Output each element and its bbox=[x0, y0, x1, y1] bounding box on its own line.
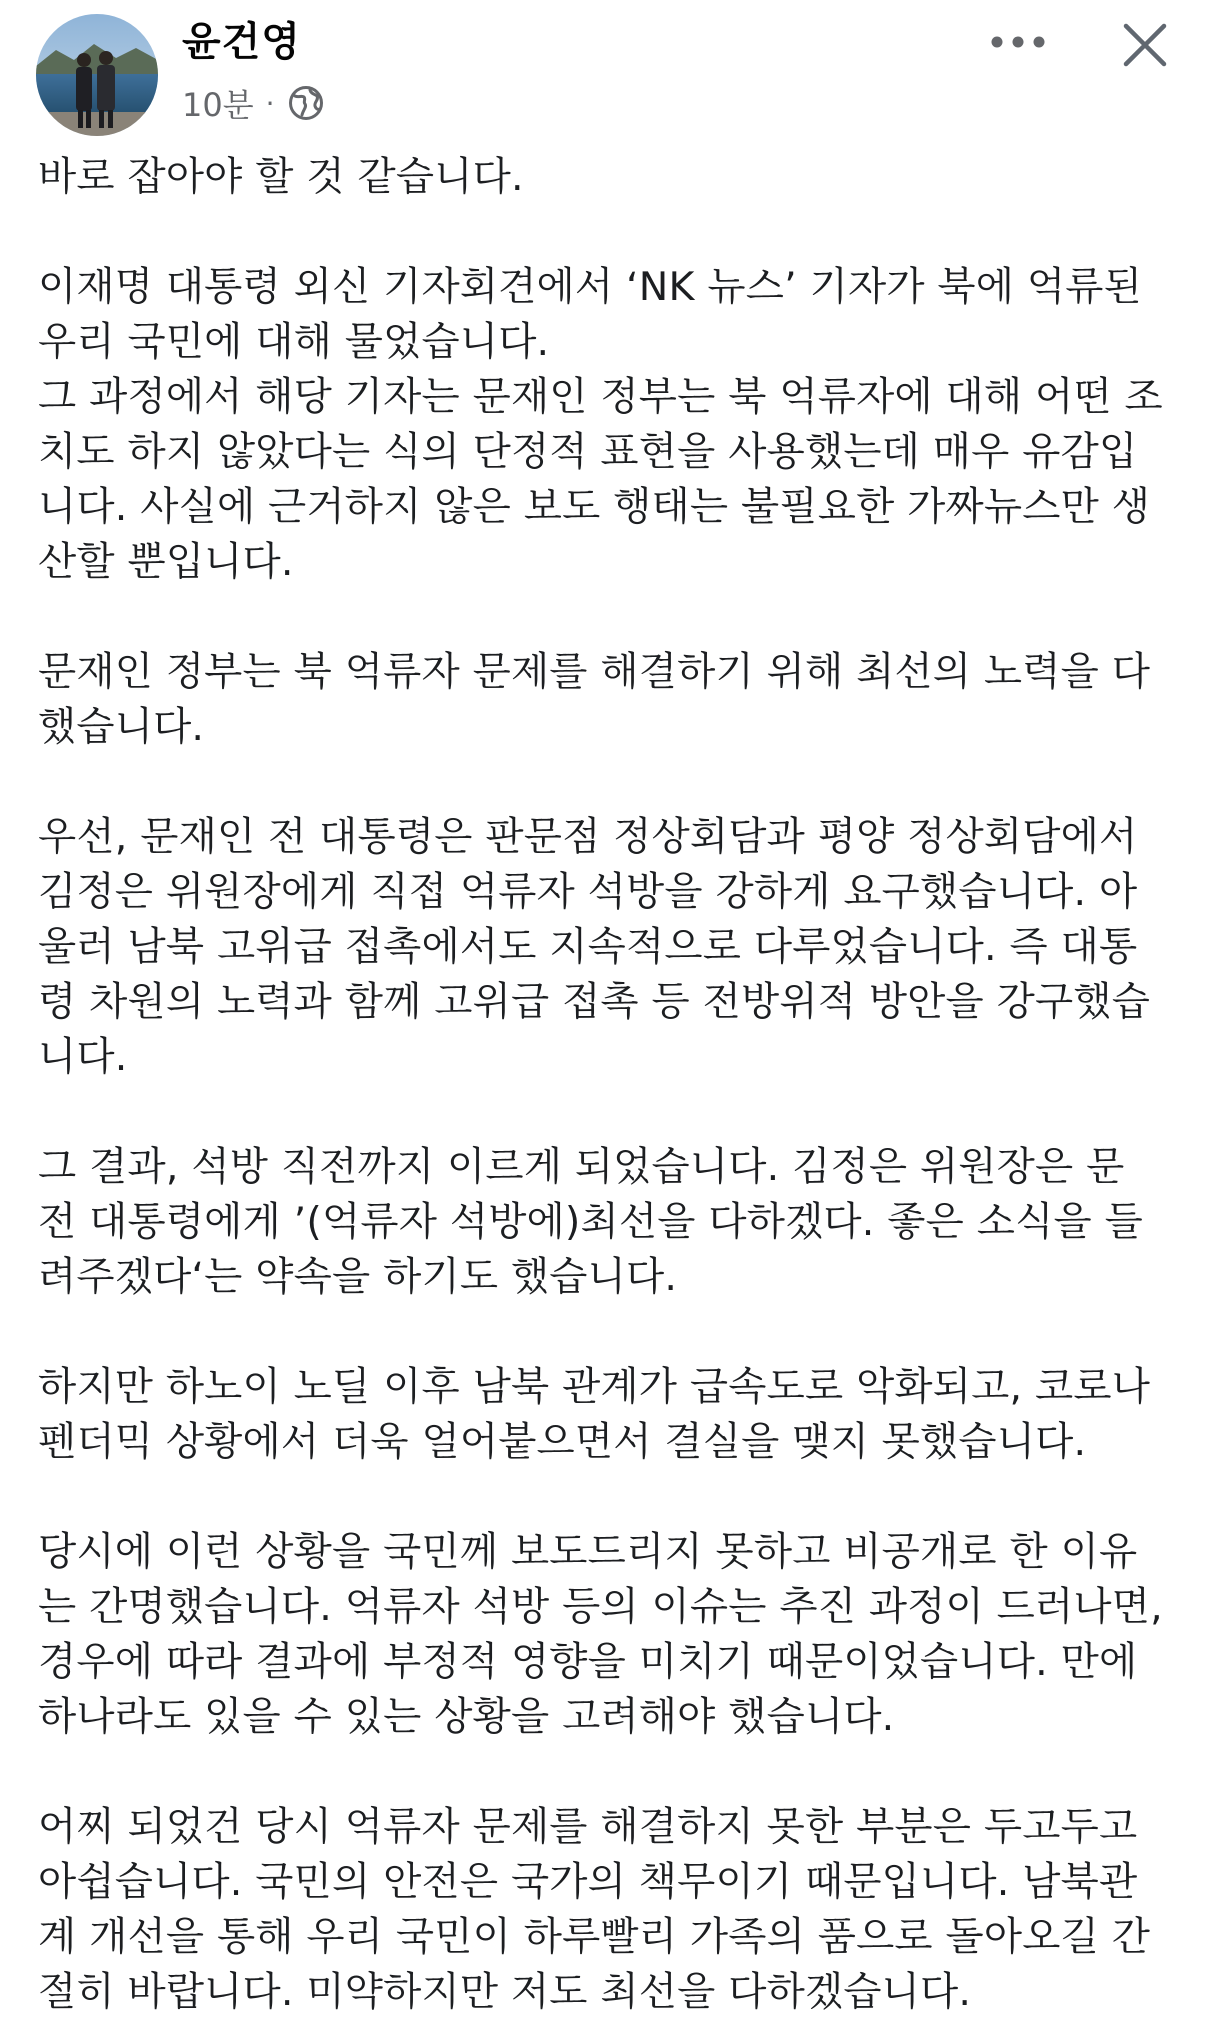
post-paragraph: 이재명 대통령 외신 기자회견에서 ‘NK 뉴스’ 기자가 북에 억류된 우리 국민에 대해 물었습니다. 그 과정에서 해당 기자는 문재인 정부는 북 억류자에 대해 어떤 조 치도 하지 않았다는 식의 단정적 표현을 사용했는데 매우 유감입 니다. 사실에 근거하지 않은 보도 행태는 불필요한 가짜뉴스만 생 산할 뿐입니다. bbox=[38, 264, 1163, 585]
avatar[interactable] bbox=[36, 14, 158, 136]
post-paragraph: 우선, 문재인 전 대통령은 판문점 정상회담과 평양 정상회담에서 김정은 위원장에게 직접 억류자 석방을 강하게 요구했습니다. 아 울러 남북 고위급 접촉에서도 지속적으로 다루었습니다. 즉 대통 령 차원의 노력과 함께 고위급 접촉 등 전방위적 방안을 강구했습 니다. bbox=[38, 814, 1151, 1080]
post-body bbox=[38, 150, 1183, 2020]
post-paragraph: 바로 잡아야 할 것 같습니다. bbox=[38, 154, 524, 200]
post-paragraph: 당시에 이런 상황을 국민께 보도드리지 못하고 비공개로 한 이유 는 간명했습니다. 억류자 석방 등의 이슈는 추진 과정이 드러나면, 경우에 따라 결과에 부정적 영향을 미치기 때문이었습니다. 만에 하나라도 있을 수 있는 상황을 고려해야 했습니다. bbox=[38, 1529, 1163, 1740]
close-button[interactable] bbox=[1112, 12, 1178, 78]
post-paragraph: 문재인 정부는 북 억류자 문제를 해결하기 위해 최선의 노력을 다 했습니다. bbox=[38, 649, 1151, 750]
close-icon bbox=[1121, 21, 1169, 69]
more-dots-icon bbox=[988, 32, 1048, 52]
post-header bbox=[0, 0, 1206, 150]
author-name[interactable]: 윤건영 bbox=[182, 19, 301, 65]
globe-icon[interactable] bbox=[287, 84, 325, 122]
avatar-photo bbox=[36, 14, 158, 136]
meta-separator: · bbox=[265, 86, 275, 120]
more-options-button[interactable] bbox=[982, 14, 1054, 70]
post-time[interactable]: 10분 bbox=[182, 86, 254, 124]
post-meta bbox=[182, 78, 325, 128]
post-paragraph: 어찌 되었건 당시 억류자 문제를 해결하지 못한 부분은 두고두고 아쉽습니다. 국민의 안전은 국가의 책무이기 때문입니다. 남북관 계 개선을 통해 우리 국민이 하루빨리 가족의 품으로 돌아오길 간 절히 바랍니다. 미약하지만 저도 최선을 다하겠습니다. bbox=[38, 1804, 1151, 2015]
post-paragraph: 하지만 하노이 노딜 이후 남북 관계가 급속도로 악화되고, 코로나 펜더믹 상황에서 더욱 얼어붙으면서 결실을 맺지 못했습니다. bbox=[38, 1364, 1151, 1465]
post-paragraph: 그 결과, 석방 직전까지 이르게 되었습니다. 김정은 위원장은 문 전 대통령에게 ’(억류자 석방에)최선을 다하겠다. 좋은 소식을 들 려주겠다‘는 약속을 하기도 했습니다. bbox=[38, 1144, 1143, 1300]
